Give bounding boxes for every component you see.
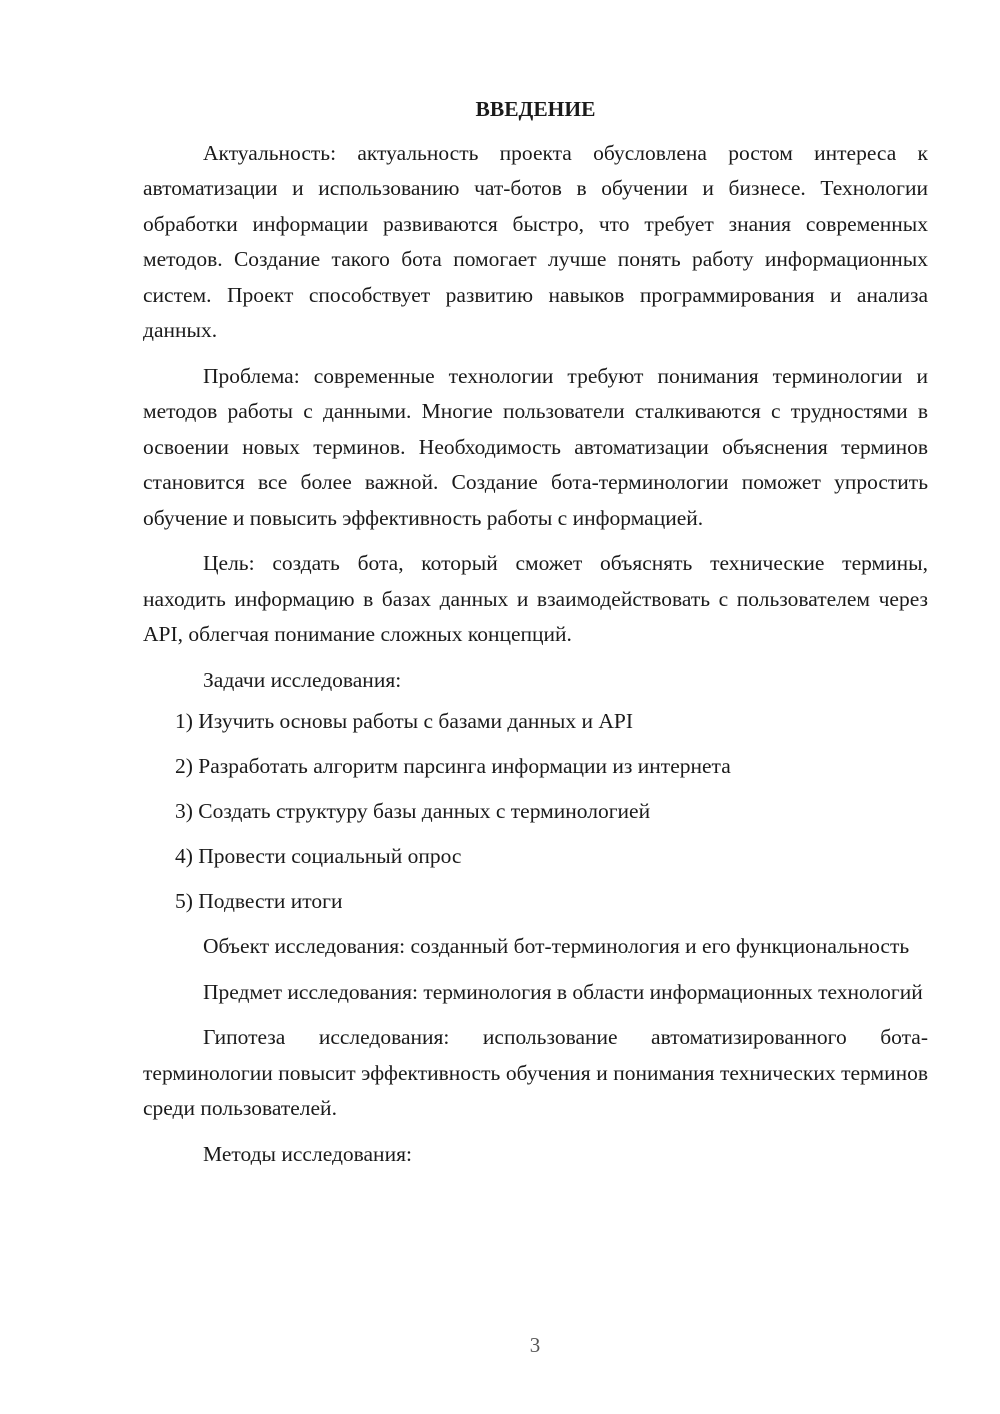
paragraph-problem: Проблема: современные технологии требуют понимания терминологии и методов работы с данными. Многие пользователи сталкиваются с трудностями в освоении новых терминов. Необходимость автоматизации объяснения терминов становится все более важной. Создание бота-терминологии поможет упростить обучение и повысить эффективность работы с информацией. — [143, 363, 928, 530]
tasks-list — [143, 704, 928, 920]
paragraph-object: Объект исследования: созданный бот-терминология и его функциональность — [203, 934, 910, 958]
paragraph-relevance: Актуальность: актуальность проекта обусловлена ростом интереса к автоматизации и использованию чат-ботов в обучении и бизнесе. Технологии обработки информации развиваются быстро, что требует знания современных методов. Создание такого бота помогает лучше понять работу информационных систем. Проект способствует развитию навыков программирования и анализа данных. — [143, 140, 928, 342]
task-item-4: 4) Провести социальный опрос — [175, 844, 462, 868]
paragraph-subject: Предмет исследования: терминология в области информационных технологий — [203, 979, 923, 1004]
task-item-2: 2) Разработать алгоритм парсинга информации из интернета — [175, 754, 731, 778]
task-item-3: 3) Создать структуру базы данных с терминологией — [175, 799, 651, 823]
page-number: 3 — [529, 1333, 541, 1357]
paragraph-goal: Цель: создать бота, который сможет объяснять технические термины, находить информацию в базах данных и взаимодействовать с пользователем через API, облегчая понимание сложных концепций. — [143, 551, 928, 646]
task-item-1: 1) Изучить основы работы с базами данных и API — [175, 709, 633, 733]
task-item-5: 5) Подвести итоги — [175, 889, 343, 913]
section-title: ВВЕДЕНИЕ — [475, 97, 596, 121]
tasks-heading: Задачи исследования: — [203, 667, 402, 692]
paragraph-hypothesis: Гипотеза исследования: использование автоматизированного бота-терминологии повысит эффективность обучения и понимания технических терминов среди пользователей. — [143, 1025, 928, 1120]
document-page — [143, 92, 928, 1182]
methods-heading: Методы исследования: — [203, 1141, 412, 1166]
